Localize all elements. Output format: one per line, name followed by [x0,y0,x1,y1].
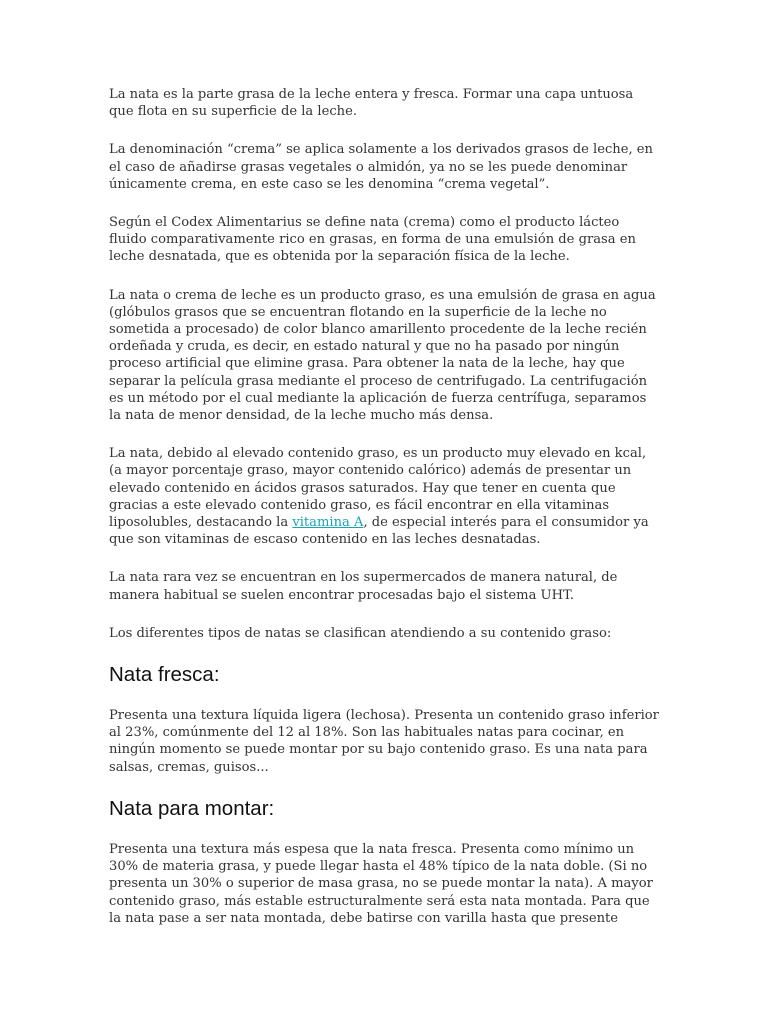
document-body [109,86,661,948]
paragraph-tipos: Los diferentes tipos de natas se clasifican atendiendo a su contenido graso: [109,625,612,641]
paragraph-nata-para-montar: Presenta una textura más espesa que la nata fresca. Presenta como mínimo un 30% de materia grasa, y puede llegar hasta el 48% típico de la nata doble. (Si no presenta un 30% o superior de masa grasa, no se puede montar la nata). A mayor contenido graso, más estable estructuralmente será esta nata montada. Para que la nata pase a ser nata montada, debe batirse con varilla hasta que presente [109,841,653,926]
heading-nata-fresca: Nata fresca: [109,663,220,687]
vitamina-a-link[interactable]: vitamina A [292,515,364,531]
paragraph-emulsion: La nata o crema de leche es un producto graso, es una emulsión de grasa en agua (glóbulos grasos que se encuentran flotando en la superficie de la leche no sometida a procesado) de color blanco amarillento procedente de la leche recién ordeñada y cruda, es decir, en estado natural y que no ha pasado por ningún proceso artificial que elimine grasa. Para obtener la nata de la leche, hay que separar la película grasa mediante el proceso de centrifugado. La centrifugación es un método por el cual mediante la aplicación de fuerza centrífuga, separamos la nata de menor densidad, de la leche mucho más densa. [109,287,656,424]
paragraph-definicion: La nata es la parte grasa de la leche entera y fresca. Formar una capa untuosa que flota en su superficie de la leche. [109,87,634,120]
paragraph-text: , de especial interés para el consumidor ya que son vitaminas de escaso contenido en las leches desnatadas. [109,515,649,548]
heading-nata-para-montar: Nata para montar: [109,796,275,820]
paragraph-codex: Según el Codex Alimentarius se define nata (crema) como el producto lácteo fluido comparativamente rico en grasas, en forma de una emulsión de grasa en leche desnatada, que es obtenida por la separación física de la leche. [109,215,636,265]
paragraph-text: La nata, debido al elevado contenido graso, es un producto muy elevado en kcal, (a mayor porcentaje graso, mayor contenido calórico) además de presentar un elevado contenido en ácidos grasos saturados. Hay que tener en cuenta que gracias a este elevado contenido graso, es fácil encontrar en ella vitaminas liposolubles, destacando la [109,446,647,531]
paragraph-denominacion: La denominación “crema” se aplica solamente a los derivados grasos de leche, en el caso de añadirse grasas vegetales o almidón, ya no se les puede denominar únicamente crema, en este caso se les denomina “crema vegetal”. [109,142,653,192]
paragraph-nata-fresca: Presenta una textura líquida ligera (lechosa). Presenta un contenido graso inferior al 23%, comúnmente del 12 al 18%. Son las habituales natas para cocinar, en ningún momento se puede montar por su bajo contenido graso. Es una nata para salsas, cremas, guisos... [109,708,659,775]
paragraph-supermercados: La nata rara vez se encuentran en los supermercados de manera natural, de manera habitual se suelen encontrar procesadas bajo el sistema UHT. [109,570,618,603]
paragraph-contenido-graso [109,445,661,548]
